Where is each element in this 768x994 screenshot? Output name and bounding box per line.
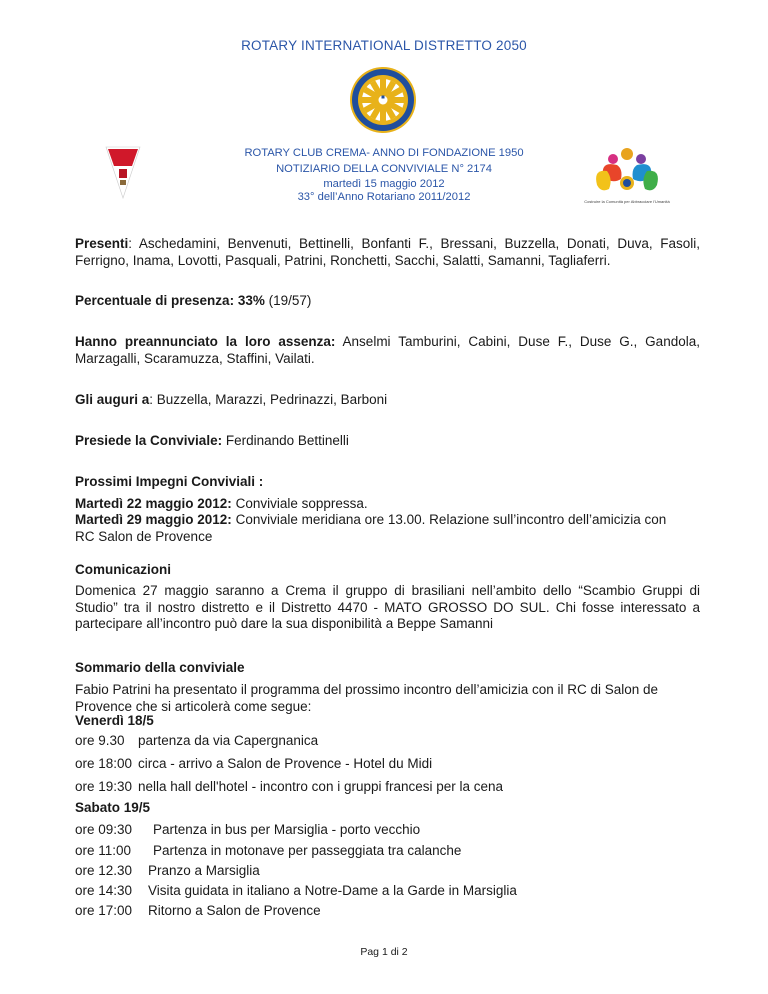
bulletin-number: NOTIZIARIO DELLA CONVIVIALE N° 2174 [276,163,492,175]
schedule-time: ore 19:30 [75,779,133,794]
communications-text: Domenica 27 maggio saranno a Crema il gruppo di brasiliani nell’ambito dello “Scambio Gruppi di Studio” tra il nostro distretto e il Distretto 4470 - MATO GROSSO DO SUL. Chi fosse interessato a partecipare all’incontro può dare la sua disponibilità a Beppe Samanni [75,583,700,631]
document-title: ROTARY INTERNATIONAL DISTRETTO 2050 [241,38,527,53]
upcoming-date: Martedì 22 maggio 2012: [75,496,232,511]
absences-paragraph [75,334,700,367]
attendance-value: 33% [237,293,265,308]
schedule-activity: partenza da via Capergnanica [138,733,319,748]
attendees-list: : Aschedamini, Benvenuti, Bettinelli, Bonfanti F., Bressani, Buzzella, Donati, Duva, Fasoli, Ferrigno, Inama, Lovotti, Pasquali, Patrini, Ronchetti, Sacchi, Salatti, Samanni, Tagliaferri. [75,236,700,268]
attendees-paragraph [75,236,700,269]
schedule-row [75,733,318,749]
schedule-activity: Ritorno a Salon de Provence [148,903,321,918]
chair-paragraph [75,433,700,450]
schedule-row [75,863,260,879]
schedule-row [75,756,432,772]
right-logo-caption: Costruire la Comunità per Abbracciare l'Umanità [584,199,670,204]
schedule-activity: nella hall dell'hotel - incontro con i gruppi francesi per la cena [138,779,504,794]
upcoming-date: Martedì 29 maggio 2012: [75,512,232,527]
chair-name: Ferdinando Bettinelli [225,433,349,448]
schedule-row [75,903,321,919]
upcoming-item [75,512,685,545]
rotary-year: 33° dell’Anno Rotariano 2011/2012 [297,191,471,203]
schedule-activity: circa - arrivo a Salon de Provence - Hotel du Midi [138,756,433,771]
day2-heading: Sabato 19/5 [75,800,151,815]
day1-heading: Venerdì 18/5 [75,713,154,728]
schedule-time: ore 9.30 [75,733,125,748]
schedule-activity: Partenza in motonave per passeggiata tra calanche [153,843,462,858]
schedule-time: ore 14:30 [75,883,133,898]
club-name: ROTARY CLUB CREMA- ANNO DI FONDAZIONE 1950 [244,147,524,159]
schedule-activity: Pranzo a Marsiglia [148,863,260,878]
schedule-activity: Partenza in bus per Marsiglia - porto vecchio [153,822,421,837]
upcoming-text: Conviviale soppressa. [235,496,368,511]
schedule-time: ore 11:00 [75,843,132,858]
upcoming-heading: Prossimi Impegni Conviviali : [75,474,264,489]
absences-list: Anselmi Tamburini, Cabini, Duse F., Duse G., Gandola, Marzagalli, Scaramuzza, Staffini, Vailati. [75,334,700,366]
communications-heading: Comunicazioni [75,562,172,577]
schedule-time: ore 09:30 [75,822,133,837]
schedule-time: ore 18:00 [75,756,133,771]
schedule-row [75,822,420,838]
attendees-label: Presenti [75,236,129,251]
rotary-wheel-logo [344,66,422,134]
schedule-row [75,779,503,795]
chair-label: Presiede la Conviviale: [75,433,223,448]
summary-intro: Fabio Patrini ha presentato il programma del prossimo incontro dell’amicizia con il RC di Salon de Provence che si articolerà come segue: [75,682,659,714]
summary-heading: Sommario della conviviale [75,660,245,675]
schedule-time: ore 12.30 [75,863,133,878]
greetings-paragraph [75,392,700,409]
upcoming-item [75,496,700,513]
greetings-label: Gli auguri a [75,392,150,407]
absences-label: Hanno preannunciato la loro assenza: [75,334,336,349]
greetings-list: : Buzzella, Marazzi, Pedrinazzi, Barboni [149,392,388,407]
bulletin-date: martedì 15 maggio 2012 [323,178,445,190]
schedule-row [75,843,461,859]
attendance-detail: (19/57) [268,293,312,308]
attendance-percentage [75,293,700,310]
attendance-label: Percentuale di presenza: [75,293,235,308]
schedule-activity: Visita guidata in italiano a Notre-Dame a la Garde in Marsiglia [148,883,517,898]
schedule-time: ore 17:00 [75,903,133,918]
page-number: Pag 1 di 2 [360,946,408,958]
schedule-row [75,883,517,899]
upcoming-text: Conviviale meridiana ore 13.00. Relazione sull’incontro dell’amicizia con RC Salon de Provence [75,512,667,544]
